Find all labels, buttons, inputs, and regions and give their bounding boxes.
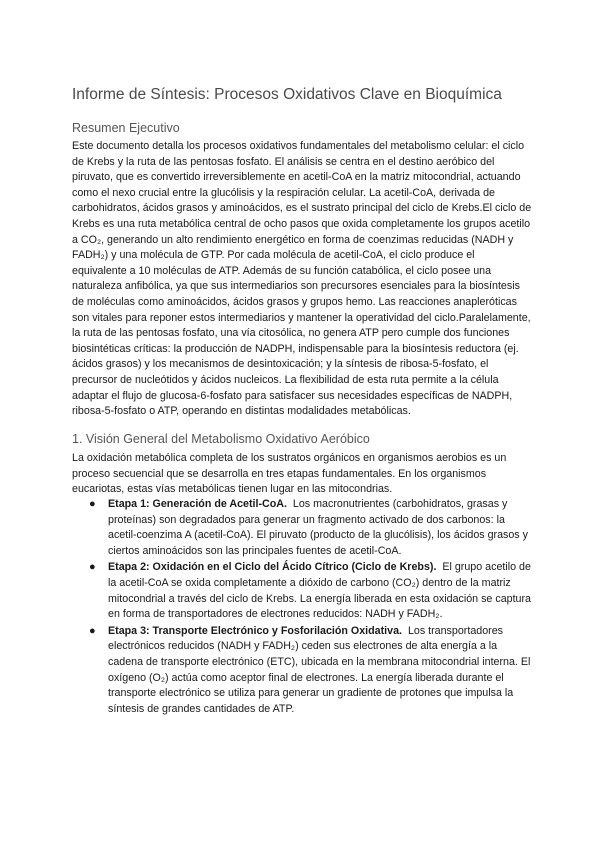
- stage-label: Etapa 3: Transporte Electrónico y Fosforilación Oxidativa.: [108, 624, 402, 637]
- stage-label: Etapa 1: Generación de Acetil-CoA.: [108, 498, 287, 510]
- stage-label: Etapa 2: Oxidación en el Ciclo del Ácido Cítrico (Ciclo de Krebs).: [108, 561, 437, 574]
- stage-text: Los macronutrientes (carbohidratos, grasas y proteínas) son degradados para generar un fragmento activado de dos carbonos: la acetil-coenzima A (acetil-CoA). El piruvato (producto de la glucólisis), los ácidos grasos y ciertos aminoácidos son las principales fuentes de acetil-CoA.: [108, 498, 528, 557]
- summary-paragraph: Este documento detalla los procesos oxidativos fundamentales del metabolismo celular: el ciclo de Krebs y la ruta de las pentosas fosfato. El análisis se centra en el destino aeróbico del piruvato, que es convertido irreversiblemente en acetil-CoA en la matriz mitocondrial, actuando como el nexo crucial entre la glucólisis y la respiración celular. La acetil-CoA, derivada de carbohidratos, ácidos grasos y aminoácidos, es el sustrato principal del ciclo de Krebs.El ciclo de Krebs es una ruta metabólica central de ocho pasos que oxida completamente los grupos acetilo a CO₂, generando un alto rendimiento energético en forma de coenzimas reducidas (NADH y FADH₂) y una molécula de GTP. Por cada molécula de acetil-CoA, el ciclo produce el equivalente a 10 moléculas de ATP. Además de su función catabólica, el ciclo posee una naturaleza anfibólica, ya que sus intermediarios son precursores esenciales para la biosíntesis de moléculas como aminoácidos, ácidos grasos y grupos hemo. Las reacciones anapleróticas son vitales para reponer estos intermediarios y mantener la operatividad del ciclo.Paralelamente, la ruta de las pentosas fosfato, una vía citosólica, no genera ATP pero cumple dos funciones biosintéticas críticas: la producción de NADPH, indispensable para la biosíntesis reductora (ej. ácidos grasos) y los mecanismos de desintoxicación; y la síntesis de ribosa-5-fosfato, el precursor de nucleótidos y ácidos nucleicos. La flexibilidad de esta ruta permite a la célula adaptar el flujo de glucosa-6-fosfato para satisfacer sus necesidades específicas de NADPH, ribosa-5-fosfato o ATP, operando en distintas modalidades metabólicas.: [72, 140, 532, 418]
- section-1-intro: La oxidación metabólica completa de los sustratos orgánicos en organismos aerobios es un proceso secuencial que se desarrolla en tres etapas fundamentales. En los organismos eucariotas, estas vías metabólicas tienen lugar en las mitocondrias.: [72, 452, 507, 496]
- bullet-icon: ●: [89, 624, 96, 637]
- bullet-icon: ●: [89, 561, 96, 574]
- stage-item-1: [72, 497, 532, 559]
- stage-text: El grupo acetilo de la acetil-CoA se oxida completamente a dióxido de carbono (CO₂) dentro de la matriz mitocondrial a través del ciclo de Krebs. La energía liberada en esta oxidación se captura en forma de transportadores de electrones reducidos: NADH y FADH₂.: [108, 561, 531, 621]
- stage-item-3: [72, 624, 532, 718]
- stage-text: Los transportadores electrónicos reducidos (NADH y FADH₂) ceden sus electrones de alta energía a la cadena de transporte electrónico (ETC), ubicada en la membrana mitocondrial interna. El oxígeno (O₂) actúa como aceptor final de electrones. La energía liberada durante el transporte electrónico se utiliza para generar un gradiente de protones que impulsa la síntesis de grandes cantidades de ATP.: [108, 624, 531, 715]
- document-title: Informe de Síntesis: Procesos Oxidativos Clave en Bioquímica: [72, 86, 502, 103]
- stages-list: [72, 497, 532, 718]
- bullet-icon: ●: [89, 498, 96, 510]
- section-1-heading: 1. Visión General del Metabolismo Oxidativo Aeróbico: [72, 432, 370, 446]
- summary-heading: Resumen Ejecutivo: [72, 121, 180, 135]
- stage-item-2: [72, 560, 532, 622]
